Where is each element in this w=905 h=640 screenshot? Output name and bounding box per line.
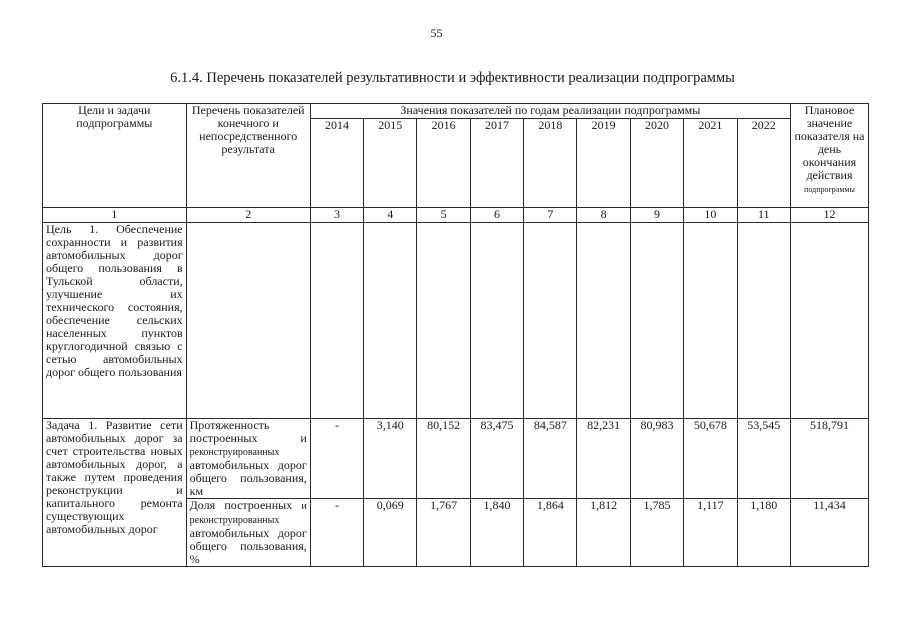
indicator-value: - [310,419,363,499]
col-indicators-header: Перечень показателей конечного и непосредственного результата [186,104,310,208]
indicator-value: 1,840 [470,499,523,567]
indicator-row [43,419,869,499]
indicator-value: 80,983 [630,419,683,499]
year-header: 2015 [364,119,417,208]
goal-row [43,223,869,419]
indicator-value: 82,231 [577,419,630,499]
year-header: 2018 [524,119,577,208]
indicator-value: 3,140 [364,419,417,499]
indicator-value: - [310,499,363,567]
page-number: 55 [430,26,443,40]
plan-header-text: Плановое значение показателя на день окончания действия [794,103,865,182]
col-goals-header: Цели и задачи подпрограммы [43,104,187,208]
indicator-value: 0,069 [364,499,417,567]
column-number: 9 [630,208,683,223]
section-heading: 6.1.4. Перечень показателей результативности и эффективности реализации подпрограммы [170,70,735,86]
col-plan-header [790,104,868,208]
indicator-value: 53,545 [737,419,790,499]
indicator-value: 1,117 [684,499,737,567]
column-numbers-row [43,208,869,223]
year-header: 2022 [737,119,790,208]
indicator-plan: 11,434 [790,499,868,567]
indicator-value: 1,785 [630,499,683,567]
indicator-plan: 518,791 [790,419,868,499]
indicator-value: 50,678 [684,419,737,499]
year-header: 2021 [684,119,737,208]
column-number: 7 [524,208,577,223]
year-header: 2014 [310,119,363,208]
column-number: 5 [417,208,470,223]
year-header: 2019 [577,119,630,208]
column-number: 11 [737,208,790,223]
goal-cell: Цель 1. Обеспечение сохранности и развития автомобильных дорог общего пользования в Тульской области, улучшение их технического состояния, обеспечение сельских населенных пунктов круглогодичной связью с сетью автомобильных дорог общего пользования [43,223,187,419]
column-number: 10 [684,208,737,223]
column-number: 8 [577,208,630,223]
year-header: 2020 [630,119,683,208]
column-number: 1 [43,208,187,223]
indicators-table [42,103,869,567]
column-number: 3 [310,208,363,223]
years-span-header: Значения показателей по годам реализации подпрограммы [310,104,790,119]
header-row [43,104,869,119]
column-number: 12 [790,208,868,223]
indicator-value: 80,152 [417,419,470,499]
indicator-value: 84,587 [524,419,577,499]
indicator-value: 1,864 [524,499,577,567]
task-cell: Задача 1. Развитие сети автомобильных дорог за счет строительства новых автомобильных дорог, а также путем проведения реконструкции и капитального ремонта существующих автомобильных дорог [43,419,187,567]
indicator-value: 83,475 [470,419,523,499]
column-number: 4 [364,208,417,223]
column-number: 2 [186,208,310,223]
indicator-value: 1,812 [577,499,630,567]
indicator-value: 1,767 [417,499,470,567]
plan-header-small: подпрограммы [804,185,855,194]
year-header: 2016 [417,119,470,208]
year-header: 2017 [470,119,523,208]
column-number: 6 [470,208,523,223]
indicator-name: Доля построенных и реконструированных автомобильных дорог общего пользования, % [186,499,310,567]
indicator-value: 1,180 [737,499,790,567]
indicator-name: Протяженность построенных и реконструированных автомобильных дорог общего пользования, км [186,419,310,499]
